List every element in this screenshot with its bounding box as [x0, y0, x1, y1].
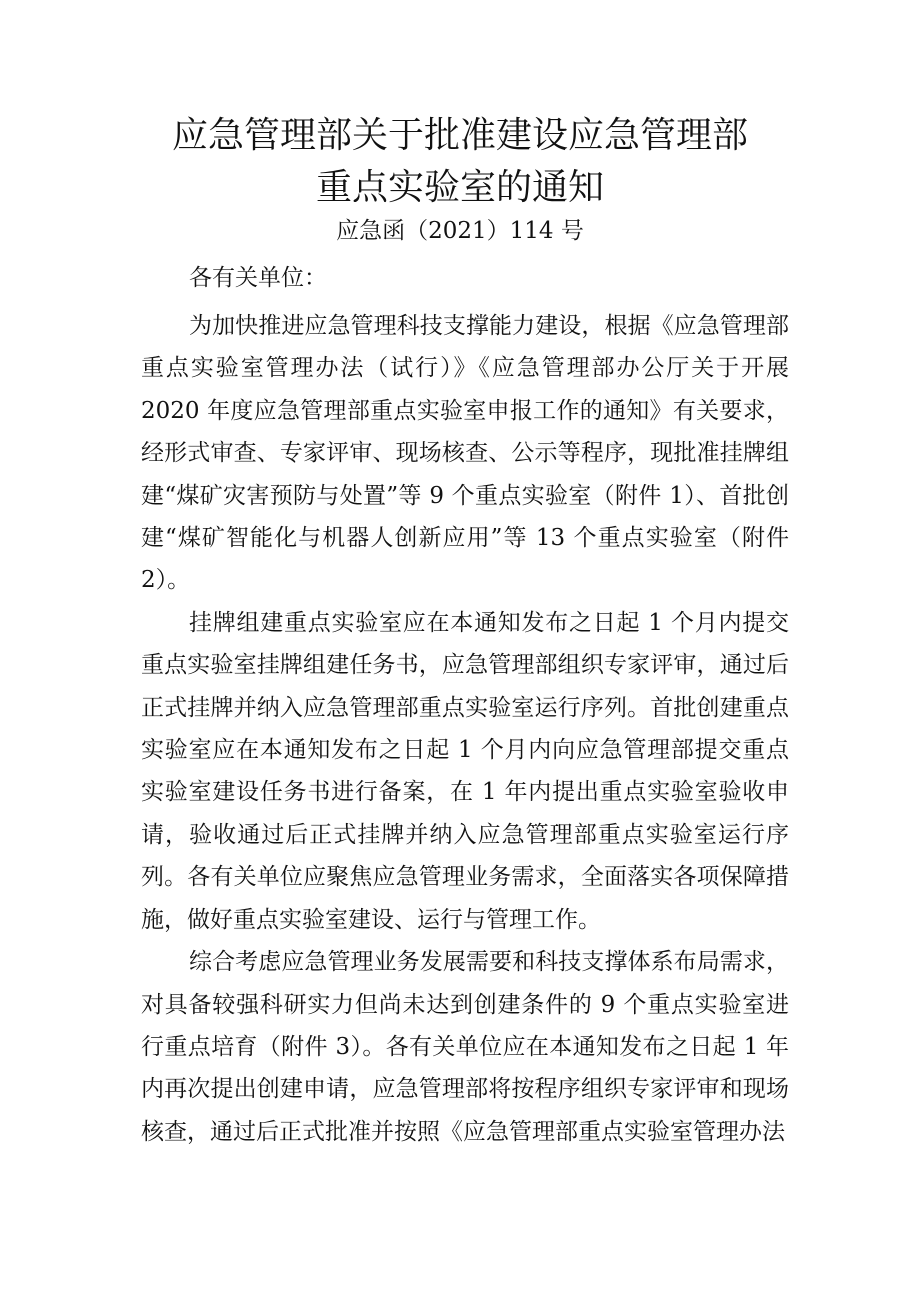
document-title-line-1: 应急管理部关于批准建设应急管理部: [171, 115, 748, 156]
document-title-line-2: 重点实验室的通知: [315, 167, 604, 208]
document-body: [141, 305, 789, 1153]
paragraph-2: 挂牌组建重点实验室应在本通知发布之日起 1 个月内提交重点实验室挂牌组建任务书，应急管理部组织专家评审，通过后正式挂牌并纳入应急管理部重点实验室运行序列。首批创建重点实验室应在本通知发布之日起 1 个月内向应急管理部提交重点实验室建设任务书进行备案，在 1 年内提出重点实验室验收申请，验收通过后正式挂牌并纳入应急管理部重点实验室运行序列。各有关单位应聚焦应急管理业务需求，全面落实各项保障措施，做好重点实验室建设、运行与管理工作。: [141, 609, 789, 933]
paragraph-3: 综合考虑应急管理业务发展需要和科技支撑体系布局需求，对具备较强科研实力但尚未达到创建条件的 9 个重点实验室进行重点培育（附件 3）。各有关单位应在本通知发布之日起 1 年内再次提出创建申请，应急管理部将按程序组织专家评审和现场核查，通过后正式批准并按照《应急管理部重点实验室管理办法: [141, 949, 789, 1145]
salutation: 各有关单位：: [189, 265, 327, 291]
paragraph-1: 为加快推进应急管理科技支撑能力建设，根据《应急管理部重点实验室管理办法（试行）》《应急管理部办公厅关于开展2020 年度应急管理部重点实验室申报工作的通知》有关要求，经形式审查、专家评审、现场核查、公示等程序，现批准挂牌组建“煤矿灾害预防与处置”等 9 个重点实验室（附件 1）、首批创建“煤矿智能化与机器人创新应用”等 13 个重点实验室（附件 2）。: [141, 313, 789, 594]
document-number: 应急函（2021）114 号: [336, 218, 584, 244]
